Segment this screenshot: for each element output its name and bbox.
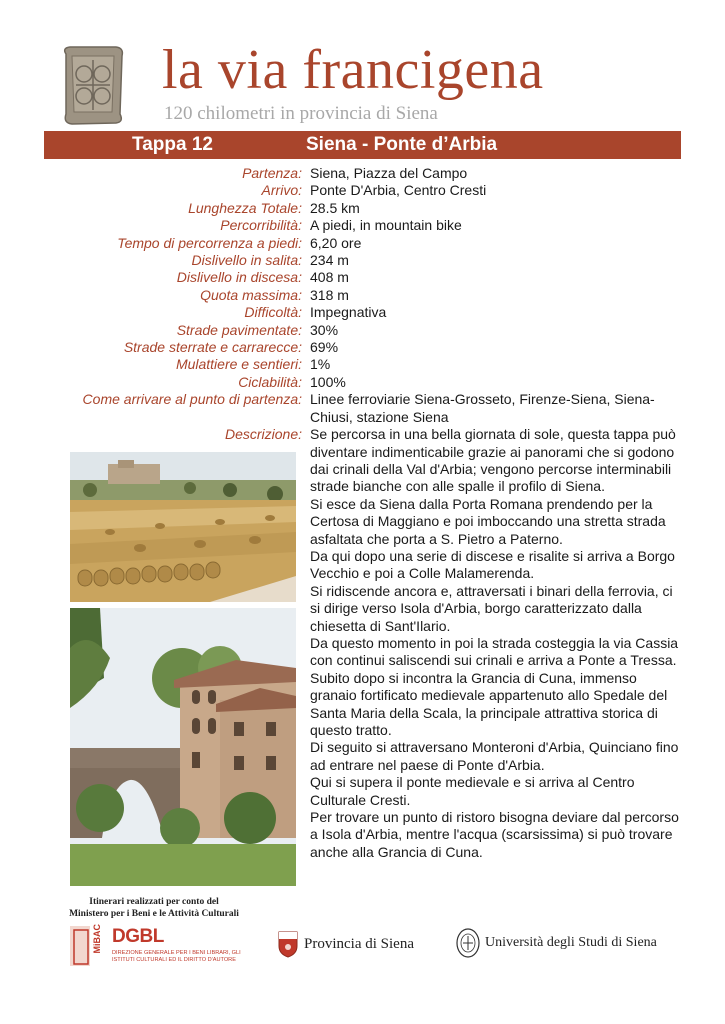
info-value: 30% [310, 321, 339, 338]
brand-title: la via francigena [162, 39, 544, 101]
info-label: Tempo di percorrenza a piedi: [117, 234, 302, 251]
info-label: Percorribilità: [220, 217, 302, 234]
stage-bar [44, 131, 681, 159]
info-row [44, 356, 684, 373]
description-paragraph: Di seguito si attraversano Monteroni d'Arbia, Quinciano fino ad entrare nel paese di Ponte d'Arbia. [310, 739, 679, 773]
info-value: Siena, Piazza del Campo [310, 165, 468, 181]
info-label: Partenza: [242, 165, 302, 181]
info-label: Dislivello in discesa: [176, 269, 302, 286]
sponsor-note-line: Ministero per i Beni e le Attività Culturali [69, 909, 239, 919]
info-label: Difficoltà: [244, 304, 302, 321]
info-label: Strade sterrate e carrarecce: [123, 339, 302, 356]
info-row [44, 200, 684, 217]
building-photo [70, 608, 296, 886]
info-row [44, 322, 684, 339]
field-photo [70, 452, 296, 602]
info-label: Strade pavimentate: [176, 321, 302, 338]
info-value: 100% [310, 373, 346, 390]
info-row [44, 165, 684, 182]
info-value: 408 m [310, 269, 349, 286]
description-paragraph: Per trovare un punto di ristoro bisogna deviare dal percorso a Isola d'Arbia, mentre l'acqua (scarsissima) si può trovare anche alla Grancia di Cuna. [310, 809, 679, 860]
provincia-name: Provincia di Siena [304, 935, 414, 952]
description-paragraph: Si ridiscende ancora e, attraversati i binari della ferrovia, ci si dirige verso Isola d'Arbia, borgo caratterizzato dalla chiesetta di Sant'Ilario. [310, 582, 673, 634]
provincia-shield-icon [278, 930, 298, 958]
stage-number: Tappa 12 [132, 134, 213, 155]
info-value: 1% [310, 356, 331, 373]
university-name: Università degli Studi di Siena [485, 935, 657, 950]
description-paragraph: Se percorsa in una bella giornata di sole, questa tappa può diventare indimenticabile grazie ai panorami che si godono dai crinali della Val d'Arbia; vengono percorse interminabili strade bianche con alle spalle il profilo di Siena. [310, 426, 676, 495]
info-row [44, 391, 684, 426]
info-row [44, 217, 684, 234]
description-text [302, 426, 684, 861]
mibac-dgbl-logo [70, 922, 240, 972]
description-label: Descrizione: [224, 426, 302, 443]
description-paragraph: Si esce da Siena dalla Porta Romana prendendo per la Certosa di Maggiano e poi imboccando una stretta strada asfaltata che porta a S. Pietro a Paterno. [310, 495, 666, 547]
info-value: 6,20 ore [310, 234, 362, 251]
description-paragraph: Subito dopo si incontra la Grancia di Cuna, immenso granaio fortificato medievale appartenuto allo Spedale del Santa Maria della Scala, la principale attrattiva storica di questo tratto. [310, 669, 668, 738]
stage-route: Siena - Ponte d’Arbia [306, 134, 498, 155]
dgbl-description: DIREZIONE GENERALE PER I BENI LIBRARI, GLI ISTITUTI CULTURALI ED IL DIRITTO D'AUTORE [112, 950, 241, 963]
info-row [44, 304, 684, 321]
info-row [44, 374, 684, 391]
info-value: Ponte D'Arbia, Centro Cresti [310, 182, 487, 199]
info-row [44, 235, 684, 252]
provincia-logo [278, 928, 414, 960]
info-value: 28.5 km [310, 199, 360, 216]
info-label: Dislivello in salita: [191, 252, 302, 269]
university-logo [456, 926, 657, 960]
info-label: Ciclabilità: [238, 373, 302, 390]
info-value: 69% [310, 339, 339, 356]
info-row [44, 339, 684, 356]
sponsor-note [66, 896, 242, 920]
info-label: Mulattiere e sentieri: [175, 356, 302, 373]
info-row [44, 287, 684, 304]
info-label: Arrivo: [261, 182, 302, 199]
info-value: A piedi, in mountain bike [310, 217, 462, 234]
info-label: Come arrivare al punto di partenza: [82, 391, 302, 408]
info-row [44, 252, 684, 269]
mibac-text: MiBAC [92, 924, 102, 954]
info-value: Impegnativa [310, 304, 387, 321]
info-label: Quota massima: [200, 286, 302, 303]
brand-subtitle: 120 chilometri in provincia di Siena [164, 103, 438, 124]
info-row [44, 269, 684, 286]
info-value: Linee ferroviarie Siena-Grosseto, Firenze-Siena, Siena-Chiusi, stazione Siena [310, 391, 655, 425]
info-label: Lunghezza Totale: [188, 199, 302, 216]
info-row [44, 182, 684, 199]
sponsor-note-line: Itinerari realizzati per conto del [89, 897, 219, 907]
description-paragraph: Da questo momento in poi la strada costeggia la via Cassia con continui saliscendi sui crinali e arriva a Ponte a Tressa. [310, 634, 679, 669]
university-seal-icon [456, 928, 480, 958]
dgbl-text: DGBL [112, 926, 164, 947]
info-value: 318 m [310, 286, 349, 303]
description-paragraph: Da qui dopo una serie di discese e risalite si arriva a Borgo Vecchio e poi a Colle Malamerenda. [310, 547, 675, 582]
info-value: 234 m [310, 252, 349, 269]
plaque-logo [58, 44, 128, 126]
description-paragraph: Qui si supera il ponte medievale e si arriva al Centro Culturale Cresti. [310, 774, 635, 808]
